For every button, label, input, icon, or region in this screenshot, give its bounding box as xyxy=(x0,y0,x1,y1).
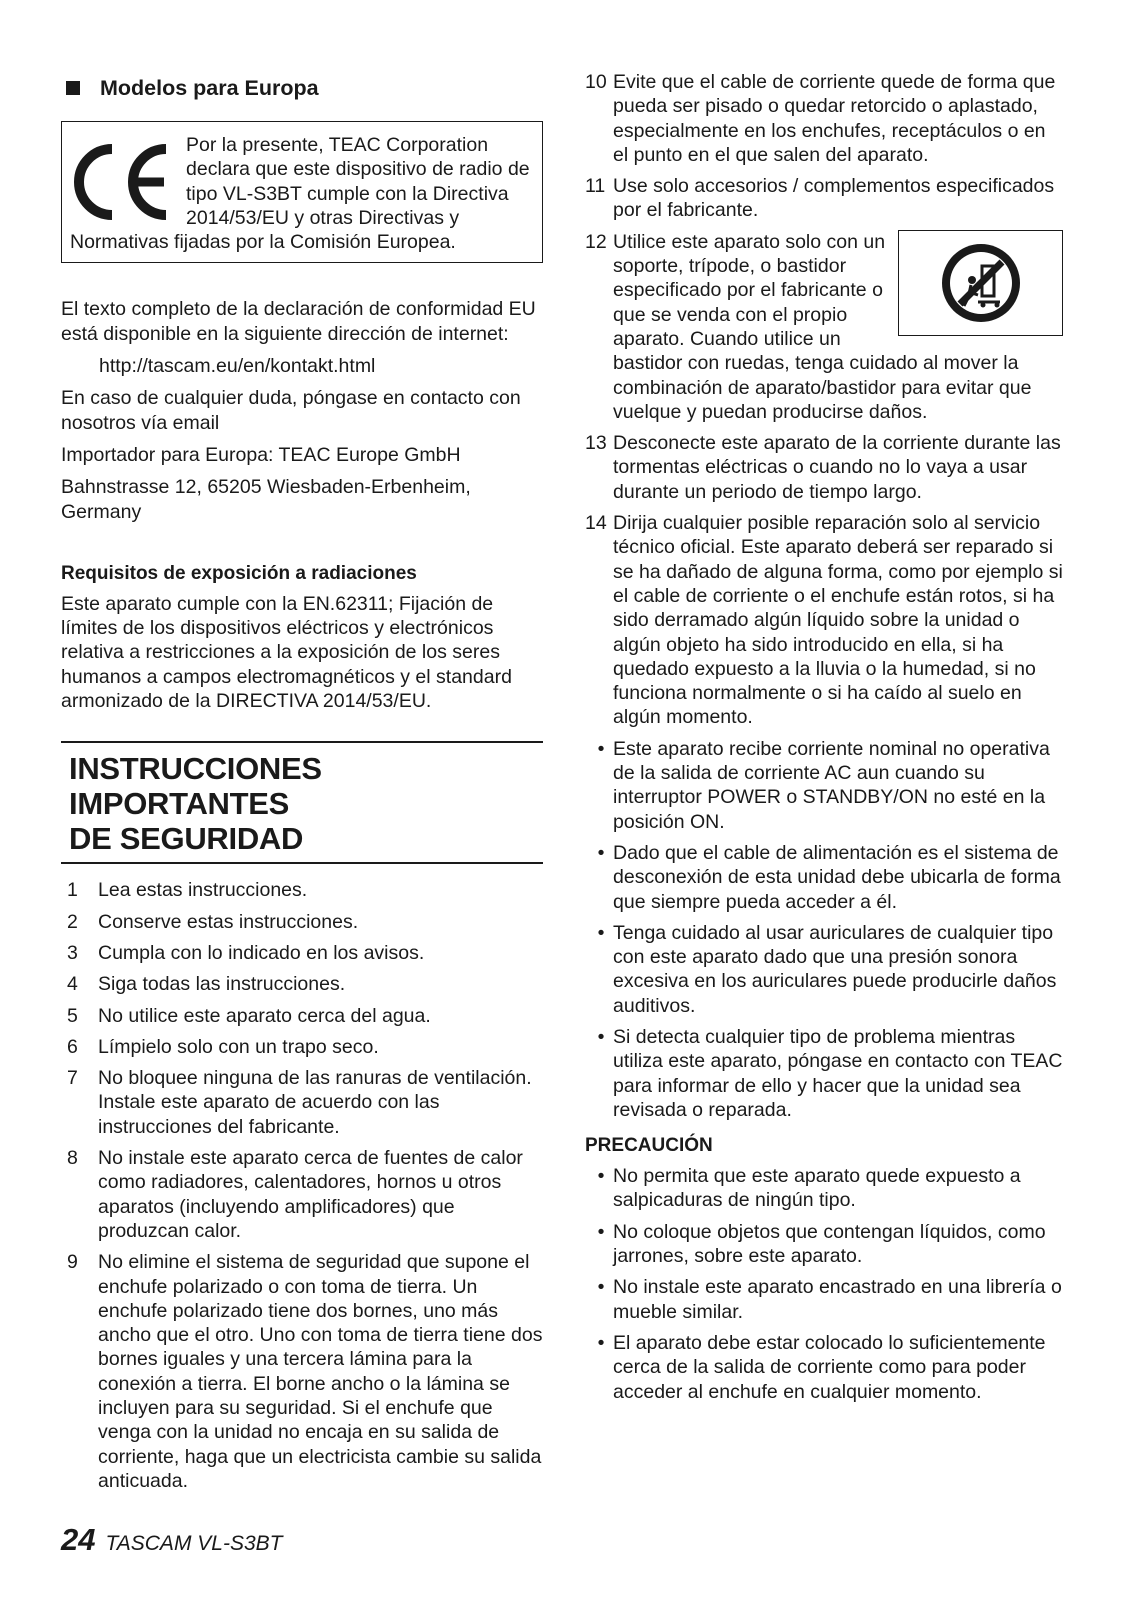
list-item: 11 Use solo accesorios / complementos especificados por el fabricante. xyxy=(585,175,1055,222)
list-item: 3 Cumpla con lo indicado en los avisos. xyxy=(67,941,425,964)
ce-declaration-text: Por la presente, TEAC Corporation declara que este dispositivo de radio de tipo VL-S3BT cumple con la Directiva 2014/53/EU y otras Directivas y Normativas fijadas por la Comisión Europea. xyxy=(70,134,530,254)
square-bullet-icon xyxy=(66,81,80,95)
list-item: 7 No bloquee ninguna de las ranuras de ventilación. Instale este aparato de acuerdo con las instrucciones del fabricante. xyxy=(67,1067,532,1138)
bullet-item: • No coloque objetos que contengan líquidos, como jarrones, sobre este aparato. xyxy=(597,1220,1046,1268)
list-item: 10 Evite que el cable de corriente quede de forma que pueda ser pisado o quedar retorcido o aplastado, especialmente en los enchufes, receptáculos o en el punto en el que salen del aparato. xyxy=(585,71,1056,166)
radiation-paragraph: Este aparato cumple con la EN.62311; Fijación de límites de los dispositivos eléctricos y electrónicos relativa a restricciones a la exposición de los seres humanos a campos electromagnéticos y el standard armonizado de la DIRECTIVA 2014/53/EU. xyxy=(61,592,512,713)
list-item: 12 Utilice este aparato solo con un soporte, trípode, o bastidor especificado por el fabricante o que se venda con el propio aparato. Cuando utilice un bastidor con ruedas, tenga cuidado al mover la combinación de aparato/bastidor para evitar que vuelque y puedan producirse daños. xyxy=(585,230,1063,424)
safety-title-line2: DE SEGURIDAD xyxy=(69,821,304,857)
cart-warning-icon xyxy=(938,240,1024,326)
europe-heading-text: Modelos para Europa xyxy=(100,75,319,100)
importer-paragraph: Importador para Europa: TEAC Europe GmbH xyxy=(61,443,461,466)
ce-mark-icon xyxy=(72,143,172,221)
list-item: 13 Desconecte este aparato de la corriente durante las tormentas eléctricas o cuando no lo vaya a usar durante un periodo de tiempo largo. xyxy=(585,432,1061,503)
declaration-url: http://tascam.eu/en/kontakt.html xyxy=(99,355,376,378)
list-item: 8 No instale este aparato cerca de fuentes de calor como radiadores, calentadores, hornos u otros aparatos (incluyendo amplificadores) que produzcan calor. xyxy=(67,1147,523,1242)
page-number: 24 xyxy=(61,1522,96,1557)
list-item: 6 Límpielo solo con un trapo seco. xyxy=(67,1035,379,1058)
declaration-paragraph: El texto completo de la declaración de conformidad EU está disponible en la siguiente dirección de internet: xyxy=(61,298,536,345)
address-paragraph: Bahnstrasse 12, 65205 Wiesbaden-Erbenheim, Germany xyxy=(61,476,471,523)
contact-paragraph: En caso de cualquier duda, póngase en contacto con nosotros vía email xyxy=(61,387,521,434)
bullet-item: • El aparato debe estar colocado lo suficientemente cerca de la salida de corriente como para poder acceder al enchufe en cualquier momento. xyxy=(597,1331,1046,1403)
cart-warning-figure xyxy=(898,230,1063,336)
bullet-item: • No instale este aparato encastrado en una librería o mueble similar. xyxy=(597,1276,1062,1323)
bullet-item: • Tenga cuidado al usar auriculares de cualquier tipo con este aparato dado que una presión sonora excesiva en los auriculares puede producirle daños auditivos. xyxy=(597,921,1057,1017)
list-item: 14 Dirija cualquier posible reparación solo al servicio técnico oficial. Este aparato deberá ser reparado si se ha dañado de alguna forma, como por ejemplo si el cable de corriente o el enchufe están rotos, si ha sido derramado algún líquido sobre la unidad o algún objeto ha sido introducido en ella, si ha quedado expuesto a la lluvia o la humedad, si no funciona normalmente o si ha caído al suelo en algún momento. xyxy=(585,512,1063,729)
left-column xyxy=(61,70,543,1500)
list-item: 5 No utilice este aparato cerca del agua. xyxy=(67,1004,431,1027)
footer-model: TASCAM VL-S3BT xyxy=(105,1532,283,1555)
safety-title-line1: INSTRUCCIONES IMPORTANTES xyxy=(69,751,322,822)
bullet-item: • Dado que el cable de alimentación es el sistema de desconexión de esta unidad debe ubicarla de forma que siempre pueda acceder a él. xyxy=(597,841,1061,913)
safety-list-left xyxy=(61,878,543,1493)
ce-declaration-box xyxy=(61,121,543,263)
list-item: 2 Conserve estas instrucciones. xyxy=(67,910,359,933)
list-item: 9 No elimine el sistema de seguridad que supone el enchufe polarizado o con toma de tierra. Un enchufe polarizado tiene dos bornes, uno más ancho que el otro. Uno con toma de tierra tiene dos bornes iguales y una tercera lámina para la conexión a tierra. El borne ancho o la lámina se incluyen para su seguridad. Si el enchufe que venga con la unidad no encaja en su salida de corriente, haga que un electricista cambie su salida anticuada. xyxy=(67,1251,543,1492)
right-column xyxy=(585,70,1063,1411)
safety-title xyxy=(61,741,543,864)
list-item: 4 Siga todas las instrucciones. xyxy=(67,973,346,996)
bullet-item: • No permita que este aparato quede expuesto a salpicaduras de ningún tipo. xyxy=(597,1165,1021,1212)
bullet-item: • Este aparato recibe corriente nominal no operativa de la salida de corriente AC aun cuando su interruptor POWER o STANDBY/ON no esté en la posición ON. xyxy=(597,737,1050,833)
bullet-item: • Si detecta cualquier tipo de problema mientras utiliza este aparato, póngase en contacto con TEAC para informar de ello y hacer que la unidad sea revisada o reparada. xyxy=(597,1025,1063,1121)
list-item: 1 Lea estas instrucciones. xyxy=(67,879,308,902)
radiation-heading: Requisitos de exposición a radiaciones xyxy=(61,562,417,584)
precaution-heading: PRECAUCIÓN xyxy=(585,1135,713,1157)
page-footer xyxy=(61,1522,282,1558)
europe-section-heading xyxy=(61,73,543,103)
